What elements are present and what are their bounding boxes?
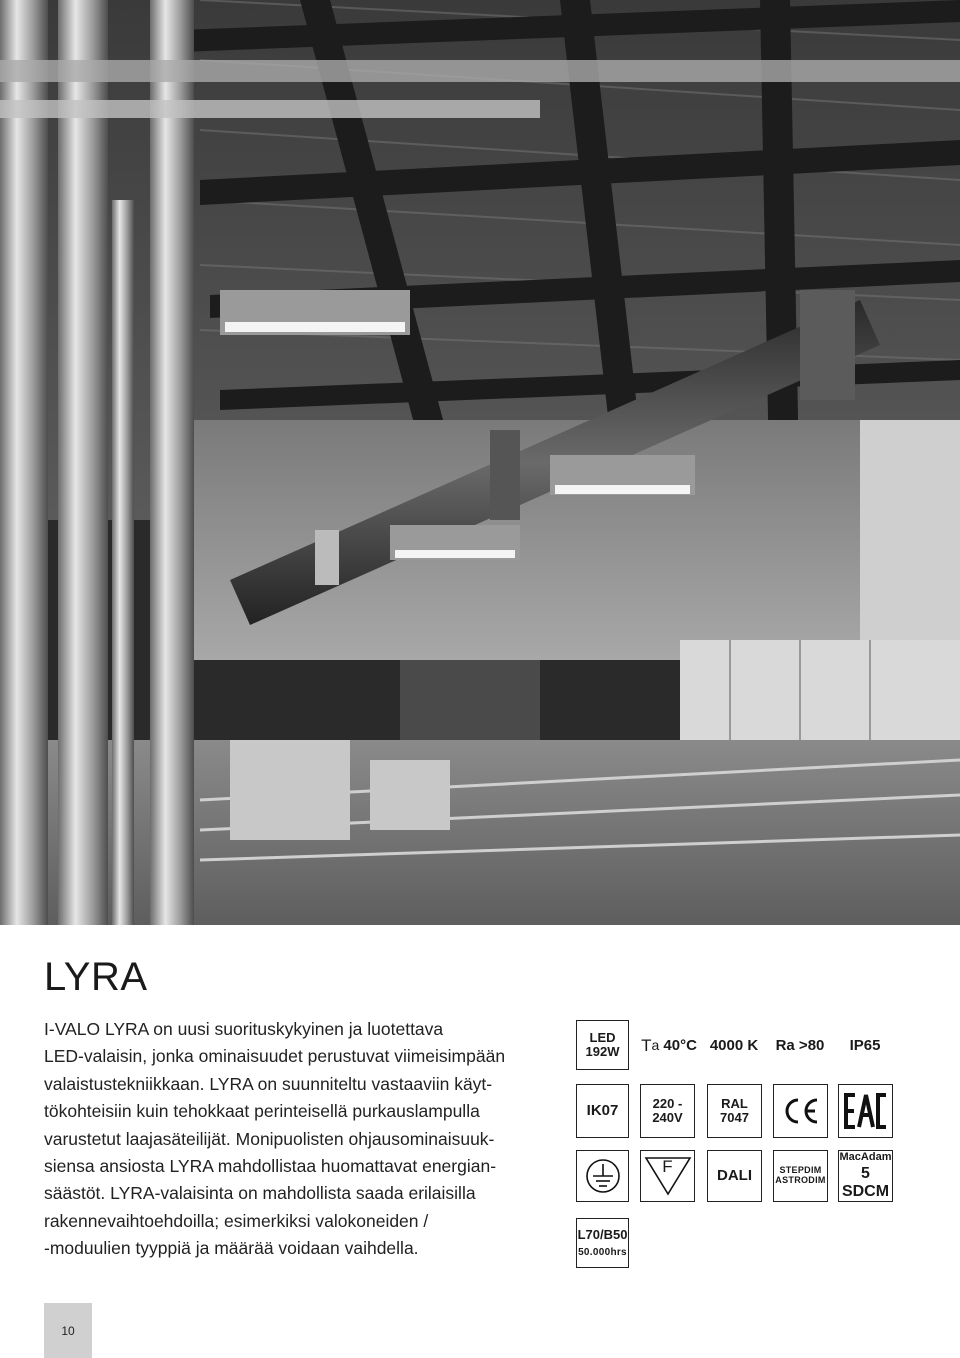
- description-line: LED-valaisin, jonka ominaisuudet perustuvat viimeisimpään: [44, 1046, 506, 1067]
- dimming-spec: [773, 1150, 828, 1202]
- description-line: valaistustekniikkaan. LYRA on suunniteltu vastaaviin käyt-: [44, 1073, 493, 1094]
- description-line: siensa ansiosta LYRA mahdollistaa huomattavat energian-: [44, 1156, 497, 1177]
- ta-subscript: a: [651, 1037, 660, 1054]
- dali-spec: DALI: [707, 1150, 762, 1202]
- led-power-value: 192W: [585, 1044, 620, 1059]
- voltage-spec: [640, 1084, 695, 1138]
- ral-label: RAL: [721, 1095, 748, 1111]
- ik-rating-spec: IK07: [576, 1084, 629, 1138]
- ground-icon: [584, 1157, 622, 1195]
- f-mark-spec: [640, 1150, 695, 1202]
- color-temperature-spec: 4000 K: [709, 1036, 759, 1054]
- protective-earth-spec: [576, 1150, 629, 1202]
- voltage-line-1: 220 -: [652, 1095, 683, 1111]
- macadam-spec: [838, 1150, 893, 1202]
- ta-symbol: T: [641, 1035, 652, 1055]
- sdcm-value: 5 SDCM: [841, 1165, 890, 1201]
- description-line: tökohteisiin kuin tehokkaat perinteisellä purkauslampulla: [44, 1101, 480, 1122]
- ta-value: 40°C: [663, 1036, 697, 1054]
- ce-mark-spec: [773, 1084, 828, 1138]
- description-line: säästöt. LYRA-valaisinta on mahdollista saada erilaisilla: [44, 1183, 476, 1204]
- description-line: -moduulien tyyppiä ja määrää voidaan vaihdella.: [44, 1238, 419, 1259]
- lifetime-spec: [576, 1218, 629, 1268]
- description-line: rakennevaihtoehdoilla; esimerkiksi valokoneiden /: [44, 1210, 429, 1231]
- f-mark-letter: F: [662, 1157, 673, 1176]
- ambient-temp-spec: [640, 1022, 698, 1070]
- description-line: I-VALO LYRA on uusi suorituskykyinen ja luotettava: [44, 1019, 444, 1039]
- eac-mark-spec: [838, 1084, 893, 1138]
- led-label: LED: [589, 1029, 616, 1045]
- ral-value: 7047: [720, 1110, 749, 1125]
- product-description: [44, 1016, 564, 1263]
- cri-spec: Ra >80: [775, 1036, 825, 1054]
- voltage-line-2: 240V: [652, 1110, 683, 1125]
- macadam-label: MacAdam: [839, 1151, 892, 1164]
- description-line: varustetut laajasäteilijät. Monipuolisten ohjausominaisuuk-: [44, 1128, 495, 1149]
- ce-mark-icon: [781, 1097, 821, 1125]
- ip-rating-spec: IP65: [849, 1036, 881, 1054]
- eac-mark-icon: [843, 1092, 889, 1130]
- lifetime-hours: 50.000hrs: [578, 1246, 627, 1258]
- page-number: 10: [44, 1303, 92, 1358]
- lifetime-label: L70/B50: [577, 1227, 628, 1243]
- stepdim-label: STEPDIM: [779, 1165, 822, 1176]
- led-power-spec: [576, 1020, 629, 1070]
- ral-color-spec: [707, 1084, 762, 1138]
- product-title: LYRA: [44, 955, 148, 999]
- astrodim-label: ASTRODIM: [775, 1175, 826, 1185]
